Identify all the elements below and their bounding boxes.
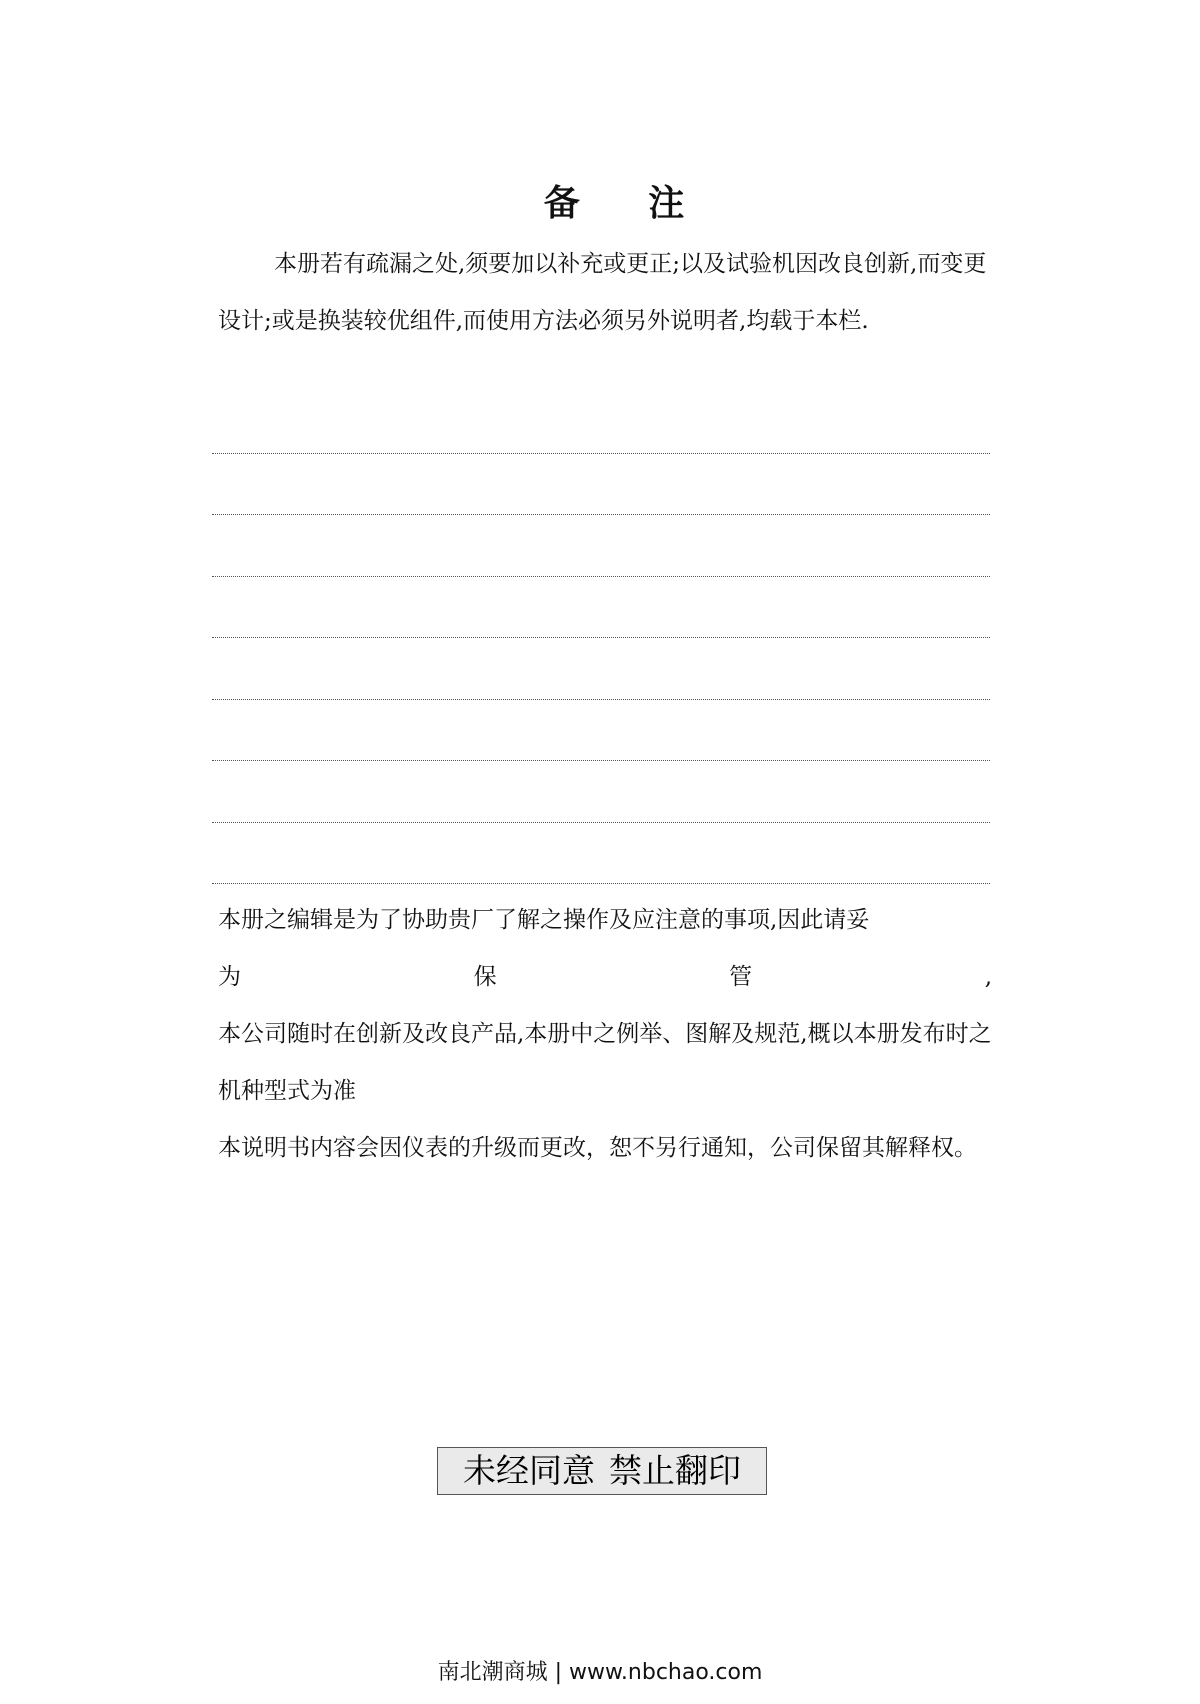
spread-char: ,: [984, 964, 992, 990]
notes-block: [218, 892, 992, 1177]
notes-line: 本册之编辑是为了协助贵厂了解之操作及应注意的事项,因此请妥: [218, 907, 870, 933]
spread-char: 保: [473, 964, 497, 990]
notes-line: 本说明书内容会因仪表的升级而更改，恕不另行通知，公司保留其解释权。: [218, 1135, 977, 1161]
no-copy-stamp: [437, 1447, 767, 1495]
stamp-right-text: 禁止翻印: [609, 1451, 741, 1490]
ruled-line: [212, 822, 990, 823]
stamp-left-text: 未经同意: [463, 1451, 595, 1490]
ruled-line: [212, 514, 990, 515]
ruled-line: [212, 883, 990, 884]
ruled-line: [212, 453, 990, 454]
ruled-line: [212, 576, 990, 577]
notes-line: 本公司随时在创新及改良产品,本册中之例举、图解及规范,概以本册发布时之机种型式为准: [218, 1021, 992, 1104]
footer-watermark: 南北潮商城 | www.nbchao.com: [437, 1660, 763, 1685]
spread-char: 为: [218, 964, 241, 990]
page-title: 备 注: [543, 183, 713, 224]
intro-paragraph: 本册若有疏漏之处,须要加以补充或更正;以及试验机因改良创新,而变更设计;或是换装较优组件,而使用方法必须另外说明者,均载于本栏.: [218, 251, 987, 334]
ruled-line: [212, 760, 990, 761]
ruled-line: [212, 637, 990, 638]
ruled-line: [212, 699, 990, 700]
notes-spread-line: [218, 949, 992, 1006]
spread-char: 管: [729, 964, 753, 990]
